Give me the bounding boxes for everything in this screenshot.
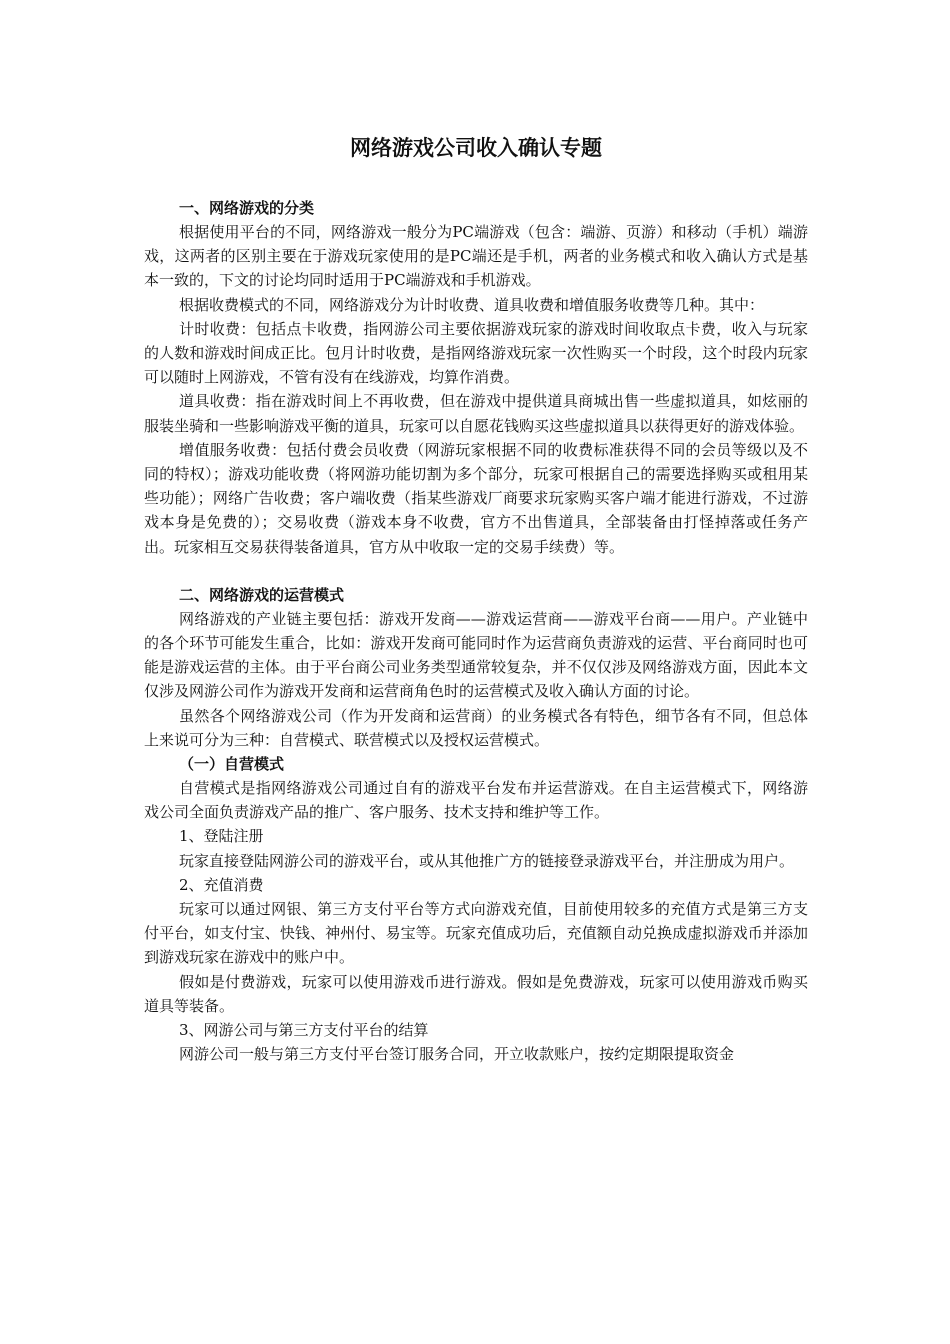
paragraph: 道具收费：指在游戏时间上不再收费，但在游戏中提供道具商城出售一些虚拟道具，如炫丽的服装坐骑和一些影响游戏平衡的道具，玩家可以自愿花钱购买这些虚拟道具以获得更好的游戏体验。 [144,392,808,435]
subsection-heading-self-operated: （一）自营模式 [179,755,285,774]
list-item-heading: 2、充值消费 [179,875,264,894]
spacer [144,559,808,583]
paragraph: 玩家直接登陆网游公司的游戏平台，或从其他推广方的链接登录游戏平台，并注册成为用户。 [179,851,795,870]
paragraph: 增值服务收费：包括付费会员收费（网游玩家根据不同的收费标准获得不同的会员等级以及不同的特权）；游戏功能收费（将网游功能切割为多个部分，玩家可根据自己的需要选择购买或租用某些功能）；网络广告收费；客户端收费（指某些游戏厂商要求玩家购买客户端才能进行游戏，不过游戏本身是免费的）；交易收费（游戏本身不收费，官方不出售道具，全部装备由打怪掉落或任务产出。玩家相互交易获得装备道具，官方从中收取一定的交易手续费）等。 [144,440,808,556]
paragraph: 网游公司一般与第三方支付平台签订服务合同，开立收款账户，按约定期限提取资金 [179,1045,735,1064]
paragraph: 自营模式是指网络游戏公司通过自有的游戏平台发布并运营游戏。在自主运营模式下，网络游戏公司全面负责游戏产品的推广、客户服务、技术支持和维护等工作。 [144,779,808,822]
paragraph: 计时收费：包括点卡收费，指网游公司主要依据游戏玩家的游戏时间收取点卡费，收入与玩家的人数和游戏时间成正比。包月计时收费，是指网络游戏玩家一次性购买一个时段，这个时段内玩家可以随时上网游戏，不管有没有在线游戏，均算作消费。 [144,319,808,387]
paragraph: 根据收费模式的不同，网络游戏分为计时收费、道具收费和增值服务收费等几种。其中： [179,295,765,314]
section-heading-operation-model: 二、网络游戏的运营模式 [179,585,345,604]
paragraph: 玩家可以通过网银、第三方支付平台等方式向游戏充值，目前使用较多的充值方式是第三方支付平台，如支付宝、快钱、神州付、易宝等。玩家充值成功后，充值额自动兑换成虚拟游戏币并添加到游戏玩家在游戏中的账户中。 [144,900,808,967]
paragraph: 根据使用平台的不同，网络游戏一般分为PC端游戏（包含：端游、页游）和移动（手机）端游戏，这两者的区别主要在于游戏玩家使用的是PC端还是手机，两者的业务模式和收入确认方式是基本一致的，下文的讨论均同时适用于PC端游戏和手机游戏。 [144,223,808,290]
paragraph: 虽然各个网络游戏公司（作为开发商和运营商）的业务模式各有特色，细节各有不同，但总体上来说可分为三种：自营模式、联营模式以及授权运营模式。 [144,706,808,749]
document-body [144,128,808,1067]
list-item-heading: 3、网游公司与第三方支付平台的结算 [179,1021,429,1040]
section-heading-classification: 一、网络游戏的分类 [179,199,315,217]
paragraph: 假如是付费游戏，玩家可以使用游戏币进行游戏。假如是免费游戏，玩家可以使用游戏币购买道具等装备。 [144,972,808,1015]
list-item-heading: 1、登陆注册 [179,827,264,846]
document-title: 网络游戏公司收入确认专题 [350,136,602,160]
paragraph: 网络游戏的产业链主要包括：游戏开发商——游戏运营商——游戏平台商——用户。产业链中的各个环节可能发生重合，比如：游戏开发商可能同时作为运营商负责游戏的运营、平台商同时也可能是游戏运营的主体。由于平台商公司业务类型通常较复杂，并不仅仅涉及网络游戏方面，因此本文仅涉及网游公司作为游戏开发商和运营商角色时的运营模式及收入确认方面的讨论。 [144,609,808,701]
